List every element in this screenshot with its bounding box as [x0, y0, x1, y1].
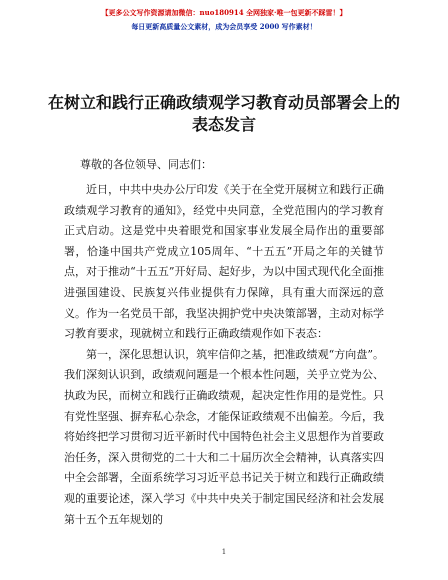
paragraph-2: 第一，深化思想认识，筑牢信仰之基，把准政绩观“方向盘”。我们深刻认识到，政绩观问题是一个根本性问题，关乎立党为公、执政为民，而树立和践行正确政绩观，起决定性作用的是党性。只有党性坚强、摒弃私心杂念，才能保证政绩观不出偏差。今后，我将始终把学习贯彻习近平新时代中国特色社会主义思想作为首要政治任务，深入贯彻党的二十大和二十届历次全会精神，认真落实四中全会部署，全面系统学习习近平总书记关于树立和践行正确政绩观的重要论述，深入学习《中共中央关于制定国民经济和社会发展第十五个五年规划的 [64, 347, 384, 526]
promo-banner-line-2: 每日更新高质量公文素材，成为会员享受 2000 写作素材！ [131, 22, 317, 31]
document-body [64, 180, 384, 530]
salutation: 尊敬的各位领导、同志们： [80, 158, 212, 171]
paragraph-1: 近日，中共中央办公厅印发《关于在全党开展树立和践行正确政绩观学习教育的通知》，经党中央同意，全党范围内的学习教育正式启动。这是党中央着眼党和国家事业发展全局作出的重要部署，恰逢中国共产党成立105周年、“十五五”开局之年的关键节点，对于推动“十五五”开好局、起好步，为以中国式现代化全面推进强国建设、民族复兴伟业提供有力保障，具有重大而深远的意义。作为一名党员干部，我坚决拥护党中央决策部署，主动对标学习教育要求，现就树立和践行正确政绩观作如下表态： [64, 183, 384, 341]
page-number: 1 [221, 548, 227, 556]
document-title: 在树立和践行正确政绩观学习教育动员部署会上的表态发言 [48, 93, 401, 134]
promo-banner-line-1: 【更多公文写作资源请加微信：nuo180914 全网独家·唯一包更新不踩雷！】 [101, 8, 347, 17]
